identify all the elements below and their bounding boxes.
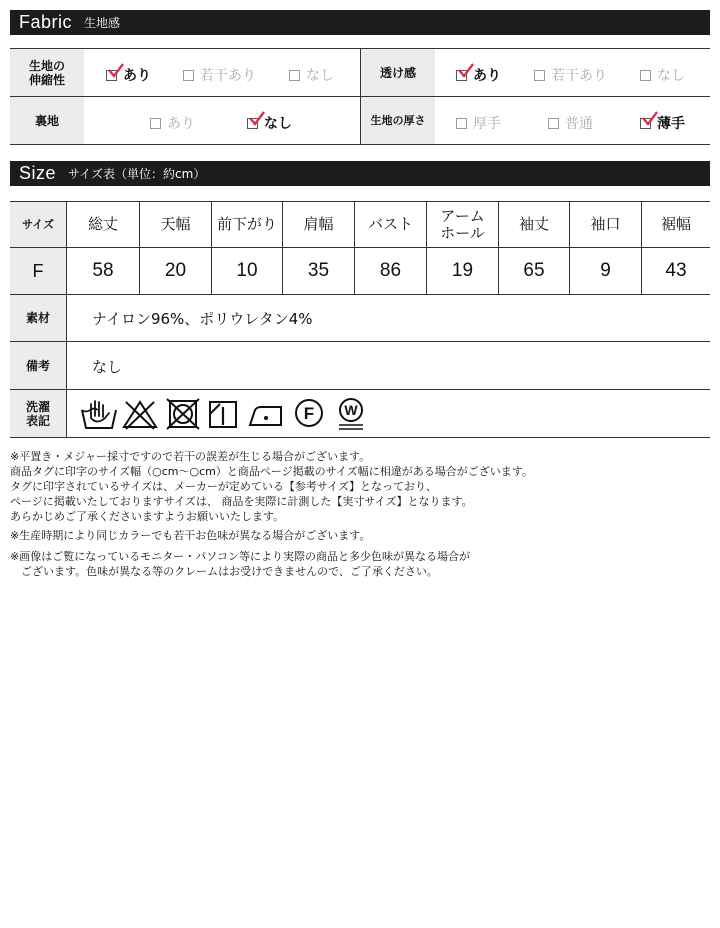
col-neck-width: 天幅 bbox=[160, 215, 191, 233]
stretch-option-no[interactable]: なし bbox=[289, 65, 334, 85]
divider bbox=[641, 202, 642, 294]
notes-row bbox=[10, 342, 710, 390]
checkbox-checked bbox=[456, 70, 467, 81]
wet-clean-w-icon bbox=[335, 397, 367, 431]
hand-wash-icon bbox=[80, 398, 118, 430]
thickness-option-normal[interactable]: 普通 bbox=[548, 113, 593, 133]
material-value: ナイロン96%、ポリウレタン4% bbox=[92, 310, 313, 328]
val-hem-width: 43 bbox=[665, 260, 687, 281]
divider bbox=[139, 202, 140, 294]
divider bbox=[211, 202, 212, 294]
iron-low-icon bbox=[247, 398, 285, 430]
sheer-option-yes[interactable]: あり bbox=[456, 65, 501, 85]
sheer-option-no[interactable]: なし bbox=[640, 65, 685, 85]
size-value: F bbox=[10, 248, 66, 294]
divider bbox=[66, 390, 67, 437]
divider bbox=[66, 342, 67, 389]
checkbox-unchecked bbox=[548, 118, 559, 129]
stretch-option-slight[interactable]: 若干あり bbox=[183, 65, 256, 85]
divider bbox=[282, 202, 283, 294]
note-line: ※平置き・メジャー採寸ですので若干の誤差が生じる場合がございます。 bbox=[10, 450, 371, 463]
thickness-option-thin[interactable]: 薄手 bbox=[640, 113, 685, 133]
care-label: 洗濯 表記 bbox=[10, 390, 66, 437]
wet-clean-letter: W bbox=[344, 402, 358, 418]
checkbox-checked bbox=[640, 118, 651, 129]
notes-label: 備考 bbox=[10, 342, 66, 389]
fabric-subtitle: 生地感 bbox=[84, 16, 121, 30]
note-line: タグに印字されているサイズは、メーカーが定めている【参考サイズ】となっており、 bbox=[10, 480, 438, 493]
val-total-length: 58 bbox=[92, 260, 114, 281]
checkbox-unchecked bbox=[456, 118, 467, 129]
fabric-header bbox=[10, 10, 710, 35]
val-neck-width: 20 bbox=[164, 260, 187, 281]
size-title: Size bbox=[19, 163, 57, 183]
divider bbox=[66, 202, 67, 294]
fabric-row-lining bbox=[10, 97, 710, 145]
checkbox-unchecked bbox=[183, 70, 194, 81]
size-col-label: サイズ bbox=[10, 202, 66, 247]
lining-option-no[interactable]: なし bbox=[247, 113, 292, 133]
stretch-option-yes[interactable]: あり bbox=[106, 65, 151, 85]
size-data-row bbox=[10, 248, 710, 295]
thickness-label: 生地の厚さ bbox=[360, 97, 435, 144]
col-sleeve-length: 袖丈 bbox=[518, 215, 549, 233]
notes-value: なし bbox=[92, 358, 123, 376]
divider bbox=[498, 202, 499, 294]
lining-option-yes[interactable]: あり bbox=[150, 113, 195, 133]
val-bust: 86 bbox=[379, 260, 402, 281]
care-icons bbox=[80, 396, 367, 432]
dry-clean-f-icon bbox=[293, 398, 325, 430]
col-hem-width: 裾幅 bbox=[660, 215, 691, 233]
size-header bbox=[10, 161, 710, 186]
dry-clean-letter: F bbox=[303, 404, 315, 423]
fabric-table bbox=[10, 48, 710, 145]
lining-label: 裏地 bbox=[10, 97, 84, 144]
checkbox-unchecked bbox=[640, 70, 651, 81]
size-header-row bbox=[10, 202, 710, 248]
divider bbox=[66, 295, 67, 341]
material-row bbox=[10, 295, 710, 342]
note-line: ページに掲載いたしておりますサイズは、 商品を実際に計測した【実寸サイズ】となります。 bbox=[10, 495, 473, 508]
material-label: 素材 bbox=[10, 295, 66, 341]
no-tumble-dry-icon bbox=[166, 398, 200, 430]
col-shoulder: 肩幅 bbox=[303, 215, 334, 233]
fabric-row-stretch bbox=[10, 49, 710, 97]
line-dry-shade-icon bbox=[208, 398, 238, 430]
checkbox-checked bbox=[247, 118, 258, 129]
col-front-drop: 前下がり bbox=[216, 215, 277, 233]
fabric-title: Fabric bbox=[19, 12, 73, 32]
divider bbox=[569, 202, 570, 294]
note-line: ※生産時期により同じカラーでも若干お色味が異なる場合がございます。 bbox=[10, 529, 371, 542]
checkbox-unchecked bbox=[534, 70, 545, 81]
size-subtitle: サイズ表（単位：約cm） bbox=[68, 167, 206, 181]
val-shoulder: 35 bbox=[307, 260, 330, 281]
note-line: ※画像はご覧になっているモニター・パソコン等により実際の商品と多少色味が異なる場合が bbox=[10, 550, 470, 563]
stretch-label: 生地の 伸縮性 bbox=[10, 49, 84, 96]
val-cuff: 9 bbox=[600, 260, 611, 281]
checkbox-unchecked bbox=[289, 70, 300, 81]
sheer-option-slight[interactable]: 若干あり bbox=[534, 65, 607, 85]
note-line: あらかじめご了承くださいますようお願いいたします。 bbox=[10, 510, 285, 523]
val-armhole: 19 bbox=[451, 260, 474, 281]
divider bbox=[426, 202, 427, 294]
size-table bbox=[10, 201, 710, 438]
note-line: ございます。色味が異なる等のクレームはお受けできませんので、ご了承ください。 bbox=[10, 565, 438, 578]
checkbox-checked bbox=[106, 70, 117, 81]
col-armhole: アーム ホール bbox=[440, 206, 485, 242]
thickness-option-thick[interactable]: 厚手 bbox=[456, 113, 501, 133]
divider bbox=[354, 202, 355, 294]
col-cuff: 袖口 bbox=[590, 215, 621, 233]
col-bust: バスト bbox=[367, 215, 413, 233]
care-row bbox=[10, 390, 710, 438]
val-front-drop: 10 bbox=[236, 260, 258, 281]
val-sleeve-length: 65 bbox=[523, 260, 545, 281]
no-bleach-icon bbox=[122, 398, 158, 430]
disclaimer-notes bbox=[10, 449, 710, 579]
col-total-length: 総丈 bbox=[87, 215, 118, 233]
sheer-label: 透け感 bbox=[360, 49, 435, 96]
note-line: 商品タグに印字のサイズ幅（○cm〜○cm）と商品ページ掲載のサイズ幅に相違がある場合がございます。 bbox=[10, 465, 533, 478]
checkbox-unchecked bbox=[150, 118, 161, 129]
